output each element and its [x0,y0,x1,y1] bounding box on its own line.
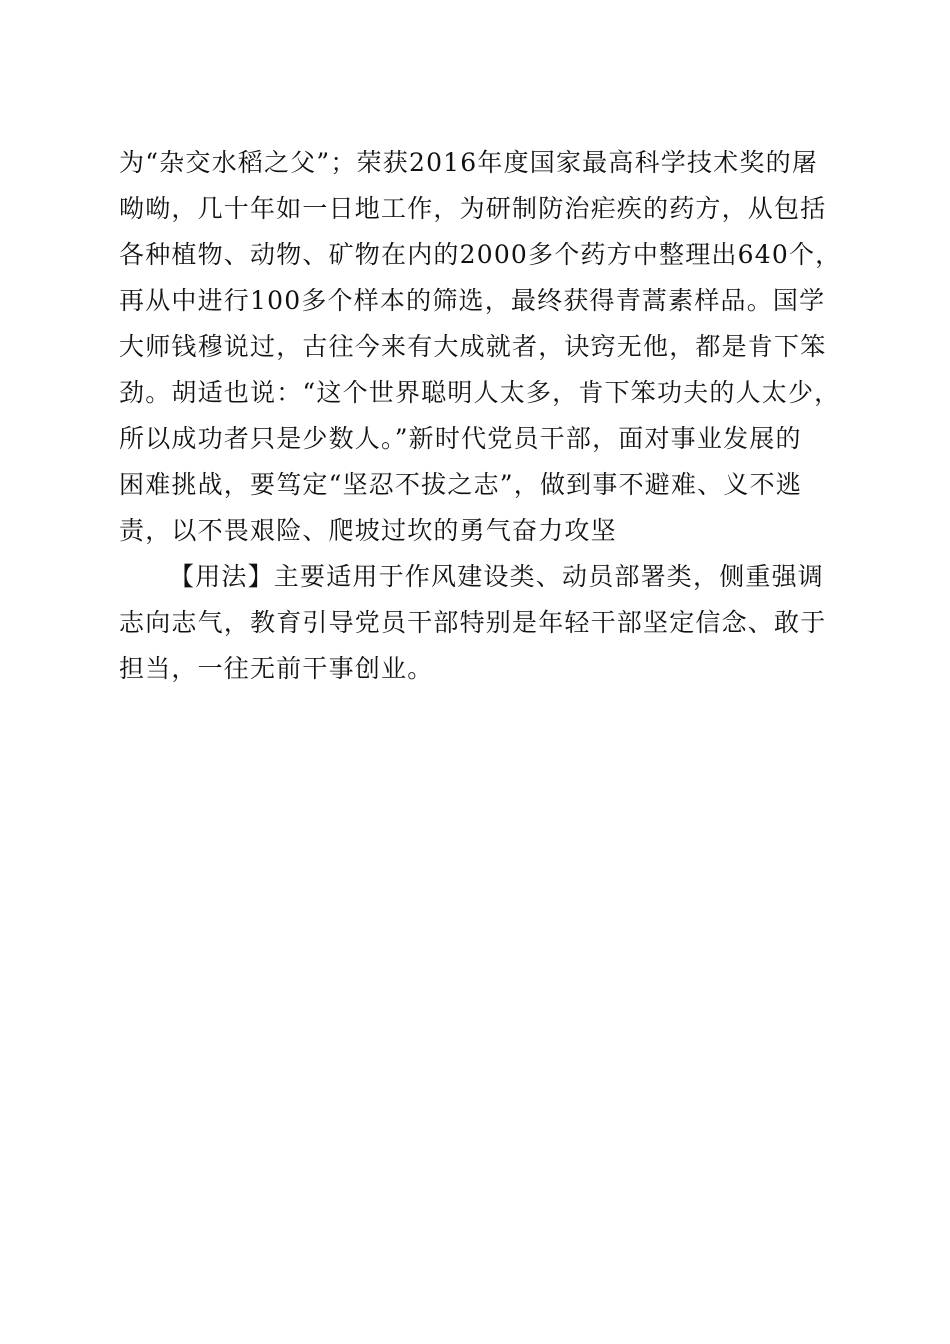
text-line: 担当，一往无前干事创业。 [119,654,434,683]
paragraph-2 [119,554,839,692]
document-body [119,140,842,692]
text-line: 各种植物、动物、矿物在内的2000多个药方中整理出640个， [119,240,842,269]
paragraph-1 [119,140,842,554]
text-line: 为“杂交水稻之父”；荣获2016年度国家最高科学技术奖的屠 [119,148,818,177]
text-line: 呦呦，几十年如一日地工作，为研制防治疟疾的药方，从包括 [119,194,827,223]
text-line: 所以成功者只是少数人。”新时代党员干部，面对事业发展的 [119,424,802,453]
text-line: 大师钱穆说过，古往今来有大成就者，诀窍无他，都是肯下笨 [119,332,827,361]
text-line: 困难挑战，要笃定“坚忍不拔之志”，做到事不避难、义不逃 [119,470,802,499]
text-line: 责，以不畏艰险、爬坡过坎的勇气奋力攻坚 [119,516,617,545]
text-line: 【用法】主要适用于作风建设类、动员部署类，侧重强调 [169,562,825,591]
text-line: 再从中进行100多个样本的筛选，最终获得青蒿素样品。国学 [119,286,826,315]
text-line: 志向志气，教育引导党员干部特别是年轻干部坚定信念、敢于 [119,608,827,637]
text-line: 劲。胡适也说：“这个世界聪明人太多，肯下笨功夫的人太少， [119,378,841,407]
